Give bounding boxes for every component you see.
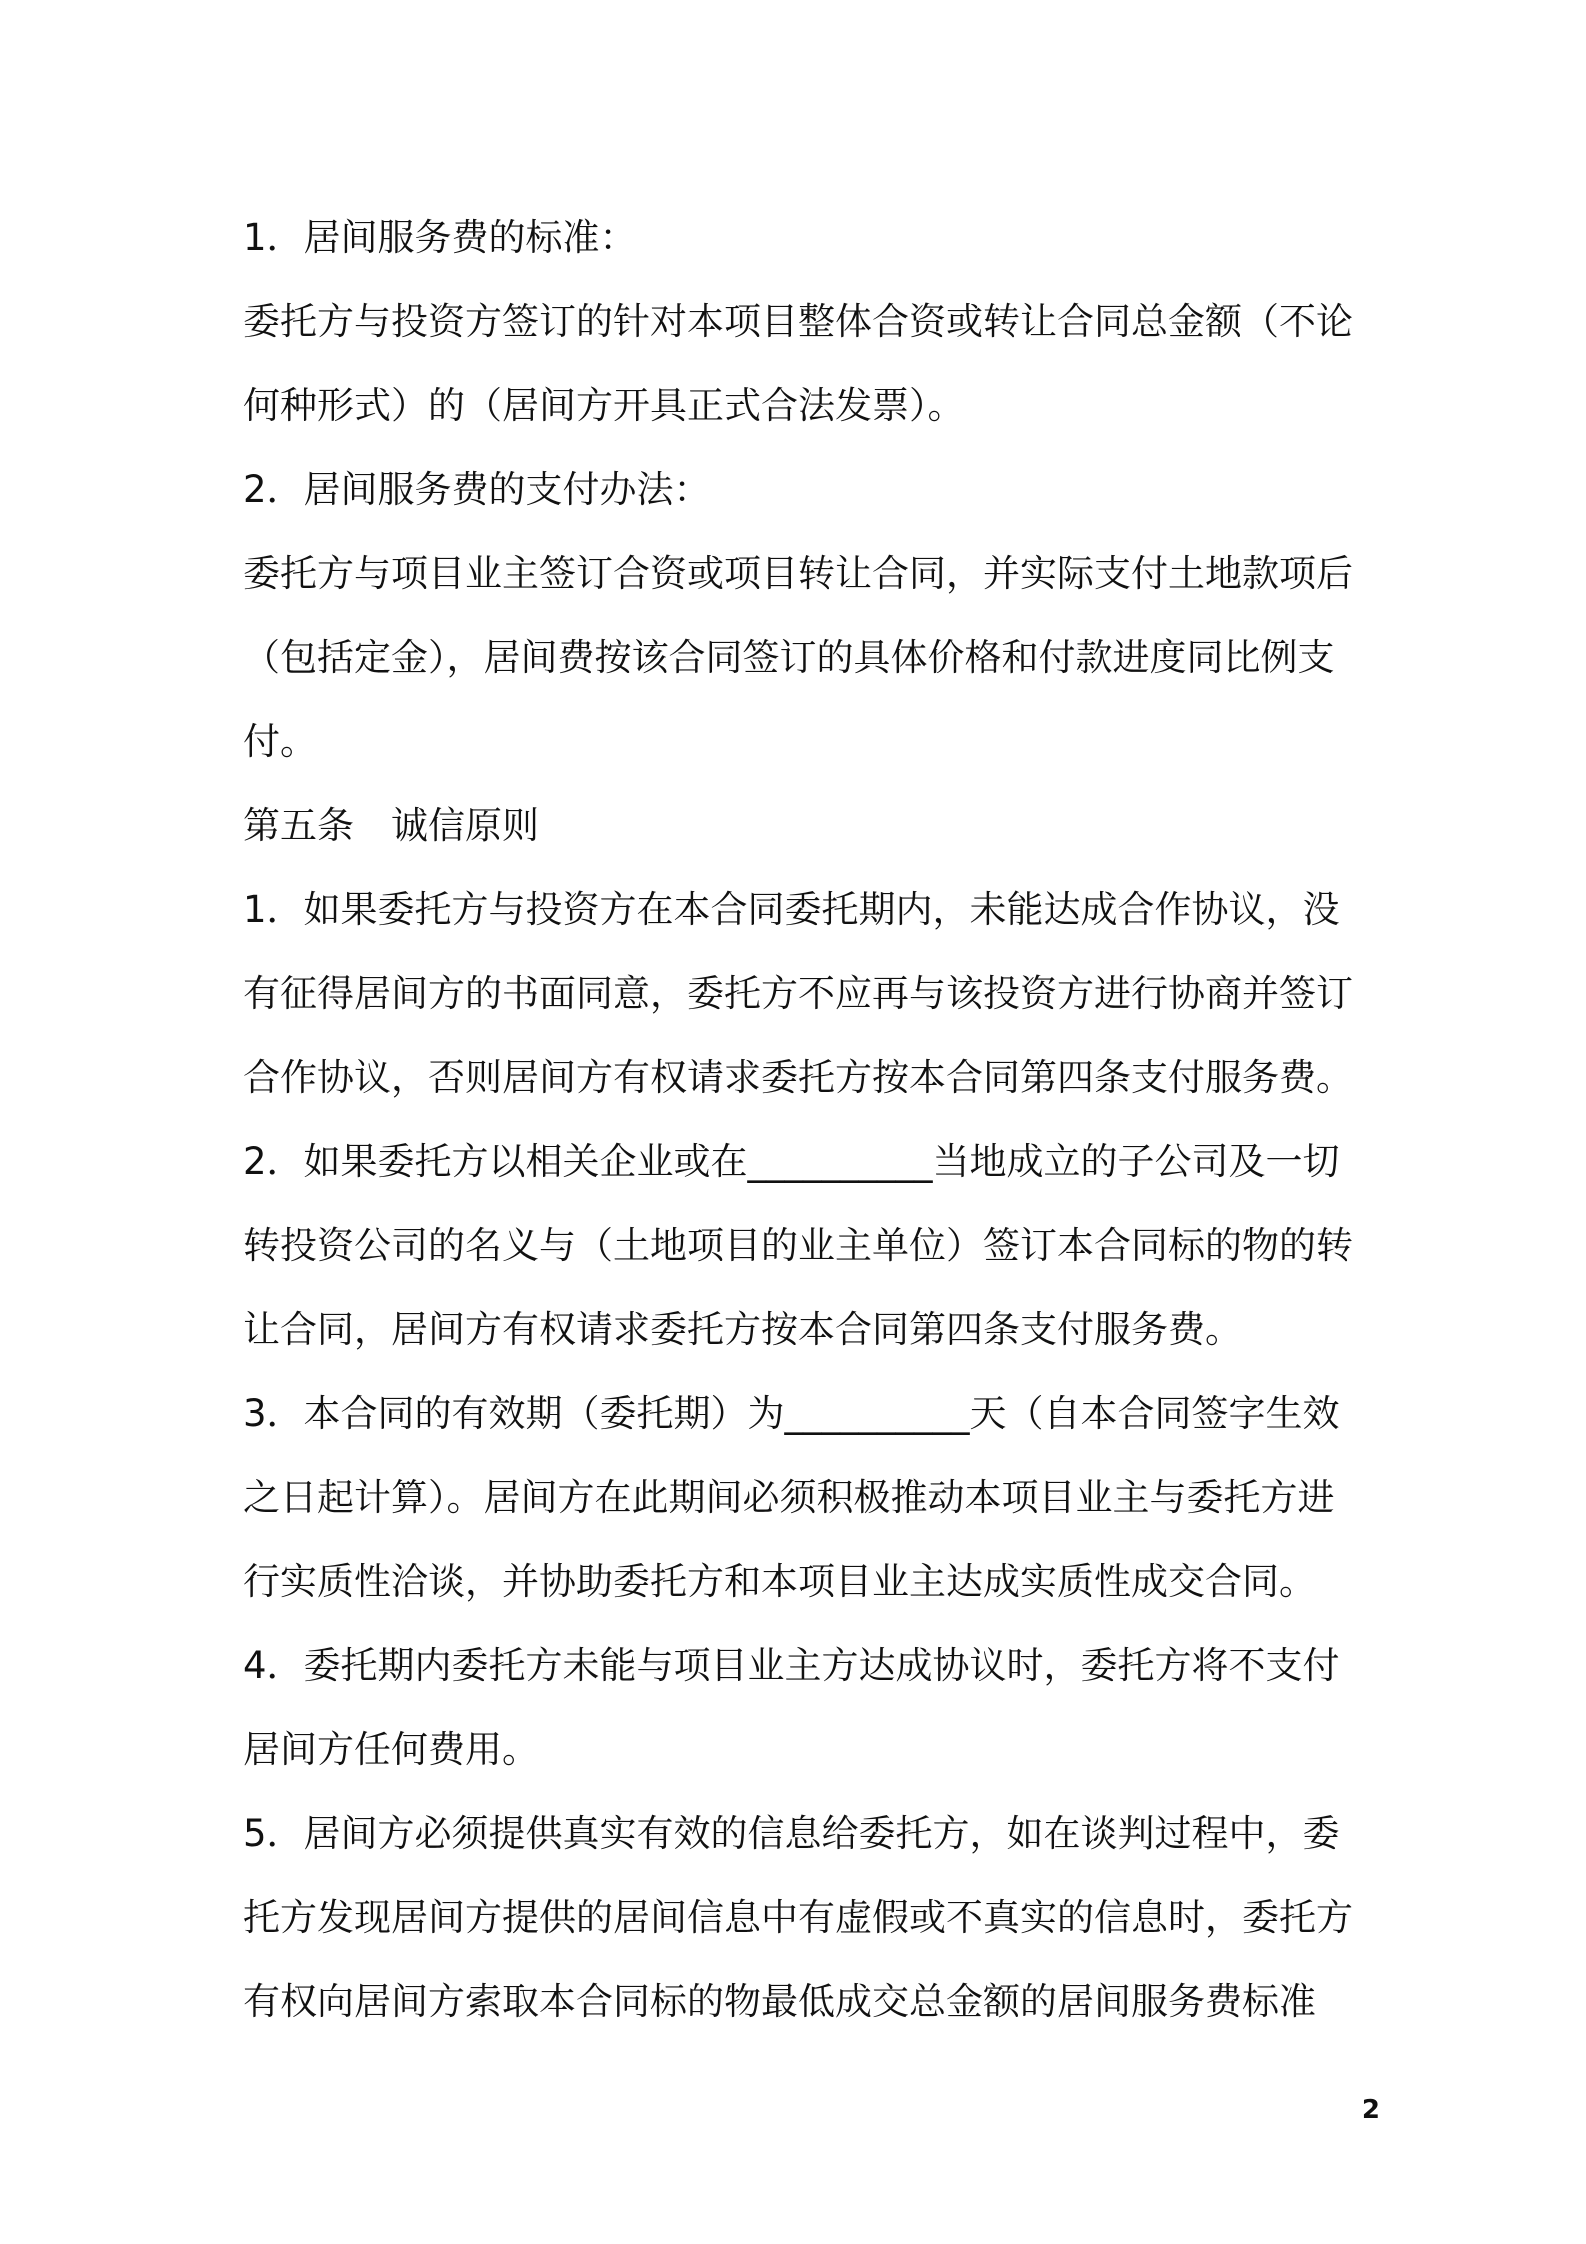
text-line: 1．如果委托方与投资方在本合同委托期内，未能达成合作协议，没 — [243, 888, 1340, 931]
section-heading: 第五条 诚信原则 — [243, 804, 539, 847]
text-line: 2．居间服务费的支付办法： — [243, 468, 711, 511]
text-line: 3．本合同的有效期（委托期）为__________天（自本合同签字生效 — [243, 1392, 1340, 1435]
text-line: 1．居间服务费的标准： — [243, 216, 637, 259]
text-line: （包括定金），居间费按该合同签订的具体价格和付款进度同比例支 — [243, 636, 1335, 679]
text-line: 5．居间方必须提供真实有效的信息给委托方，如在谈判过程中，委 — [243, 1812, 1340, 1855]
text-line: 委托方与投资方签订的针对本项目整体合资或转让合同总金额（不论 — [243, 300, 1353, 343]
text-line: 付。 — [243, 720, 317, 763]
text-line: 行实质性洽谈，并协助委托方和本项目业主达成实质性成交合同。 — [243, 1560, 1316, 1603]
text-line: 之日起计算）。居间方在此期间必须积极推动本项目业主与委托方进 — [243, 1476, 1335, 1519]
text-line: 转投资公司的名义与（土地项目的业主单位）签订本合同标的物的转 — [243, 1224, 1353, 1267]
text-line: 委托方与项目业主签订合资或项目转让合同，并实际支付土地款项后 — [243, 552, 1353, 595]
document-body — [243, 196, 1358, 2044]
text-line: 有征得居间方的书面同意，委托方不应再与该投资方进行协商并签订 — [243, 972, 1353, 1015]
text-line: 有权向居间方索取本合同标的物最低成交总金额的居间服务费标准 — [243, 1980, 1316, 2023]
page-number: 2 — [1361, 2095, 1380, 2125]
text-line: 合作协议，否则居间方有权请求委托方按本合同第四条支付服务费。 — [243, 1056, 1353, 1099]
text-line: 4．委托期内委托方未能与项目业主方达成协议时，委托方将不支付 — [243, 1644, 1340, 1687]
text-line: 让合同，居间方有权请求委托方按本合同第四条支付服务费。 — [243, 1308, 1242, 1351]
text-line: 何种形式）的（居间方开具正式合法发票）。 — [243, 384, 965, 427]
text-line: 2．如果委托方以相关企业或在__________当地成立的子公司及一切 — [243, 1140, 1340, 1183]
text-line: 托方发现居间方提供的居间信息中有虚假或不真实的信息时，委托方 — [243, 1896, 1353, 1939]
text-line: 居间方任何费用。 — [243, 1728, 539, 1771]
